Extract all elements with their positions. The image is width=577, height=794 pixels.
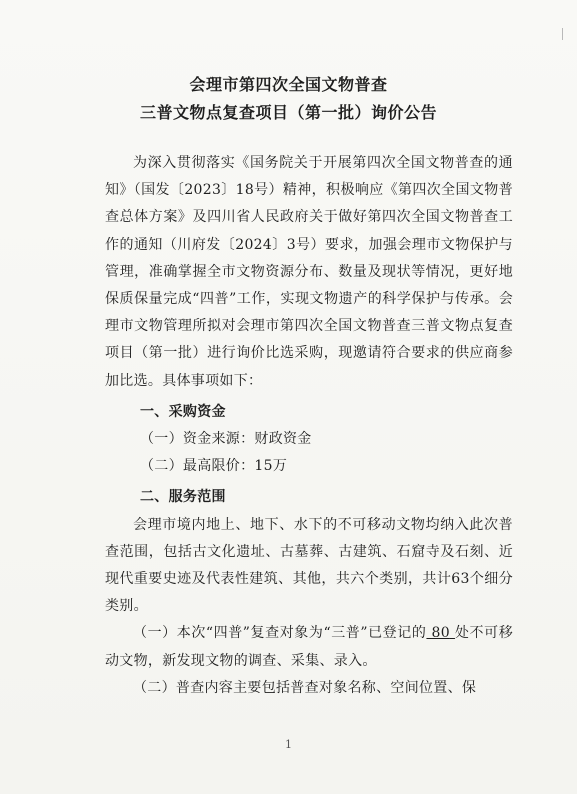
- section-2-item-1-text-b: 处不可移动文物，新发现文物的调查、采集、录入。: [105, 625, 513, 669]
- section-2-item-1-text-a: （一）本次“四普”复查对象为“三普”已登记的: [133, 625, 427, 642]
- title-line-1: 会理市第四次全国文物普查: [189, 75, 388, 94]
- intro-paragraph: 为深入贯彻落实《国务院关于开展第四次全国文物普查的通知》（国发〔2023〕18号）精神，积极响应《第四次全国文物普查总体方案》及四川省人民政府关于做好第四次全国文物普查工作的通知（川府发〔2024〕3号）要求，加强会理市文物保护与管理，准确掌握全市文物资源分布、数量及现状等情况，更好地保质保量完成“四普”工作，实现文物遗产的科学保护与传承。会理市文物管理所拟对会理市第四次全国文物普查三普文物点复查项目（第一批）进行询价比选采购，现邀请符合要求的供应商参加比选。具体事项如下：: [105, 155, 513, 389]
- section-1-item-2: （二）最高限价：15万: [140, 458, 288, 475]
- document-body: [105, 150, 513, 702]
- section-2-item-2: （二）普查内容主要包括普查对象名称、空间位置、保: [133, 679, 477, 696]
- site-count: [426, 625, 455, 641]
- section-2-heading: 二、服务范围: [140, 489, 226, 506]
- scan-edge-mark: [562, 28, 563, 40]
- page-number: 1: [285, 738, 292, 751]
- section-1-item-1: （一）资金来源：财政资金: [140, 431, 312, 448]
- section-1-heading: 一、采购资金: [140, 403, 226, 420]
- section-2-item-1: [105, 620, 513, 674]
- site-count-value: 80: [431, 625, 450, 642]
- title-line-2: 三普文物点复查项目（第一批）询价公告: [139, 103, 437, 122]
- section-2-paragraph: 会理市境内地上、地下、水下的不可移动文物均纳入此次普查范围，包括古文化遗址、古墓葬、古建筑、石窟寺及石刻、近现代重要史迹及代表性建筑、其他，共六个类别，共计63个细分类别。: [105, 516, 513, 615]
